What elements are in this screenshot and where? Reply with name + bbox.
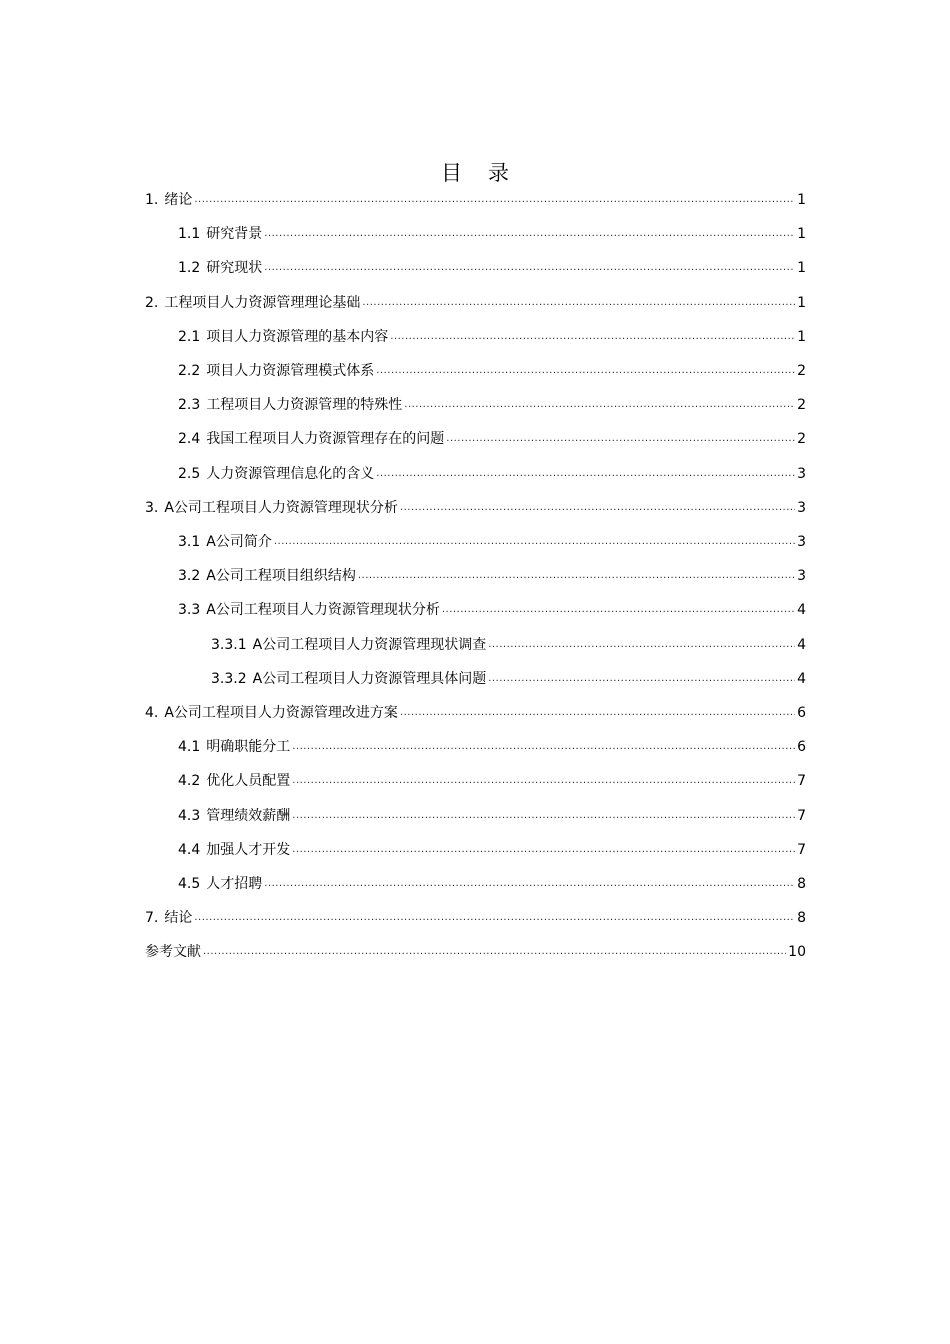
toc-dot-leader <box>264 224 795 244</box>
toc-page-number: 3 <box>797 568 806 585</box>
toc-dot-leader <box>400 703 795 723</box>
toc-dot-leader <box>292 806 795 826</box>
toc-entry-number: 3.3.1 <box>211 636 247 653</box>
toc-entry-number: 1. <box>145 192 159 208</box>
toc-entry-title: 研究背景 <box>206 226 263 243</box>
toc-entry-title: 工程项目人力资源管理理论基础 <box>164 294 361 311</box>
toc-entry[interactable] <box>211 629 806 655</box>
toc-entry-number: 2.3 <box>178 397 201 414</box>
toc-entry-title: 管理绩效薪酬 <box>206 807 291 824</box>
toc-page-number: 8 <box>797 876 806 892</box>
toc-entry-number: 3.3.2 <box>211 670 247 687</box>
toc-entry-title: A公司工程项目组织结构 <box>206 568 356 585</box>
toc-entry-number: 1.2 <box>178 260 201 277</box>
toc-entry-title: 研究现状 <box>206 260 263 277</box>
toc-page-number: 4 <box>797 636 806 653</box>
toc-page-number: 4 <box>797 670 806 687</box>
toc-page-number: 7 <box>797 773 806 790</box>
toc-entry[interactable] <box>178 800 806 826</box>
toc-entry-number: 2.1 <box>178 328 201 345</box>
toc-entry-number: 4.1 <box>178 739 201 756</box>
toc-entry[interactable] <box>178 458 806 484</box>
toc-entry-title: A公司工程项目人力资源管理改进方案 <box>164 705 398 721</box>
toc-page-number: 1 <box>797 328 806 345</box>
toc-dot-leader <box>376 361 795 381</box>
toc-entry-number: 3.3 <box>178 602 201 619</box>
toc-entry[interactable] <box>145 184 806 210</box>
toc-entry-title: 结论 <box>164 910 193 927</box>
toc-page-number: 2 <box>797 363 806 379</box>
toc-page-number: 6 <box>797 705 806 721</box>
toc-entry[interactable] <box>178 560 806 586</box>
toc-dot-leader <box>274 532 795 552</box>
toc-dot-leader <box>203 942 786 962</box>
toc-dot-leader <box>194 190 795 210</box>
toc-entry[interactable] <box>178 868 806 894</box>
toc-dot-leader <box>488 669 795 689</box>
toc-entry[interactable] <box>178 355 806 381</box>
toc-entry[interactable] <box>145 492 806 518</box>
toc-entry[interactable] <box>145 697 806 723</box>
toc-entry-number: 4.2 <box>178 773 201 790</box>
toc-entry-number: 3.1 <box>178 534 201 550</box>
toc-dot-leader <box>292 737 795 757</box>
toc-page-number: 3 <box>797 534 806 550</box>
page-title: 目录 <box>441 161 535 185</box>
toc-entry-number: 3.2 <box>178 568 201 585</box>
toc-entry-title: 工程项目人力资源管理的特殊性 <box>206 397 403 414</box>
toc-entry-title: 明确职能分工 <box>206 739 291 756</box>
toc-entry-title: 加强人才开发 <box>206 841 291 858</box>
toc-entry[interactable] <box>145 287 806 313</box>
toc-entry-number: 3. <box>145 499 159 516</box>
toc-page-number: 2 <box>797 431 806 448</box>
toc-entry-title: 人才招聘 <box>206 876 263 892</box>
toc-dot-leader <box>194 908 795 928</box>
toc-page-number: 1 <box>797 226 806 243</box>
toc-entry-number: 2.4 <box>178 431 201 448</box>
toc-entry[interactable] <box>145 902 806 928</box>
toc-page-number: 1 <box>797 294 806 311</box>
toc-dot-leader <box>292 840 795 860</box>
toc-entry-title: A公司工程项目人力资源管理现状分析 <box>164 499 398 516</box>
toc-page-number: 3 <box>797 465 806 482</box>
toc-dot-leader <box>376 464 795 484</box>
toc-entry-number: 4. <box>145 705 159 721</box>
toc-page-number: 1 <box>797 260 806 277</box>
toc-entry-title: 人力资源管理信息化的含义 <box>206 465 375 482</box>
toc-entry-title: A公司工程项目人力资源管理现状分析 <box>206 602 440 619</box>
toc-entry[interactable] <box>178 731 806 757</box>
toc-page-number: 10 <box>788 944 806 961</box>
toc-entry-number: 2.5 <box>178 465 201 482</box>
toc-entry[interactable] <box>178 423 806 449</box>
toc-entry-number: 4.3 <box>178 807 201 824</box>
toc-dot-leader <box>400 498 795 518</box>
toc-entry-title: 项目人力资源管理模式体系 <box>206 363 375 379</box>
toc-entry-title: A公司简介 <box>206 534 272 550</box>
toc-page-number: 8 <box>797 910 806 927</box>
toc-entry-number: 4.4 <box>178 841 201 858</box>
toc-dot-leader <box>358 566 795 586</box>
toc-entry[interactable] <box>145 936 806 962</box>
toc-entry-title: 项目人力资源管理的基本内容 <box>206 328 389 345</box>
toc-entry[interactable] <box>178 389 806 415</box>
toc-entry-title: 参考文献 <box>145 944 201 961</box>
toc-entry-number: 1.1 <box>178 226 201 243</box>
toc-entry-number: 2. <box>145 294 159 311</box>
toc-page-number: 3 <box>797 499 806 516</box>
toc-entry[interactable] <box>178 218 806 244</box>
toc-page-number: 4 <box>797 602 806 619</box>
toc-entry-title: 绪论 <box>164 192 193 208</box>
toc-dot-leader <box>292 771 795 791</box>
toc-dot-leader <box>442 600 795 620</box>
toc-dot-leader <box>264 258 795 278</box>
toc-page-number: 7 <box>797 841 806 858</box>
toc-page-number: 7 <box>797 807 806 824</box>
toc-entry[interactable] <box>211 663 806 689</box>
toc-entry-number: 4.5 <box>178 876 201 892</box>
toc-entry[interactable] <box>178 765 806 791</box>
toc-entry[interactable] <box>178 321 806 347</box>
toc-page-number: 6 <box>797 739 806 756</box>
toc-entry[interactable] <box>178 526 806 552</box>
toc-entry[interactable] <box>178 594 806 620</box>
toc-entry-number: 7. <box>145 910 159 927</box>
toc-entry-title: A公司工程项目人力资源管理现状调查 <box>252 636 487 653</box>
toc-entry-title: A公司工程项目人力资源管理具体问题 <box>252 670 487 687</box>
toc-page-number: 1 <box>797 192 806 208</box>
toc-dot-leader <box>446 429 795 449</box>
toc-dot-leader <box>404 395 795 415</box>
toc-entry-title: 优化人员配置 <box>206 773 291 790</box>
toc-entry-title: 我国工程项目人力资源管理存在的问题 <box>206 431 445 448</box>
toc-entry-number: 2.2 <box>178 363 201 379</box>
toc-dot-leader <box>264 874 795 894</box>
toc-dot-leader <box>488 635 795 655</box>
toc-dot-leader <box>362 293 795 313</box>
toc-page-number: 2 <box>797 397 806 414</box>
toc-dot-leader <box>390 327 795 347</box>
toc-entry[interactable] <box>178 252 806 278</box>
toc-entry[interactable] <box>178 834 806 860</box>
